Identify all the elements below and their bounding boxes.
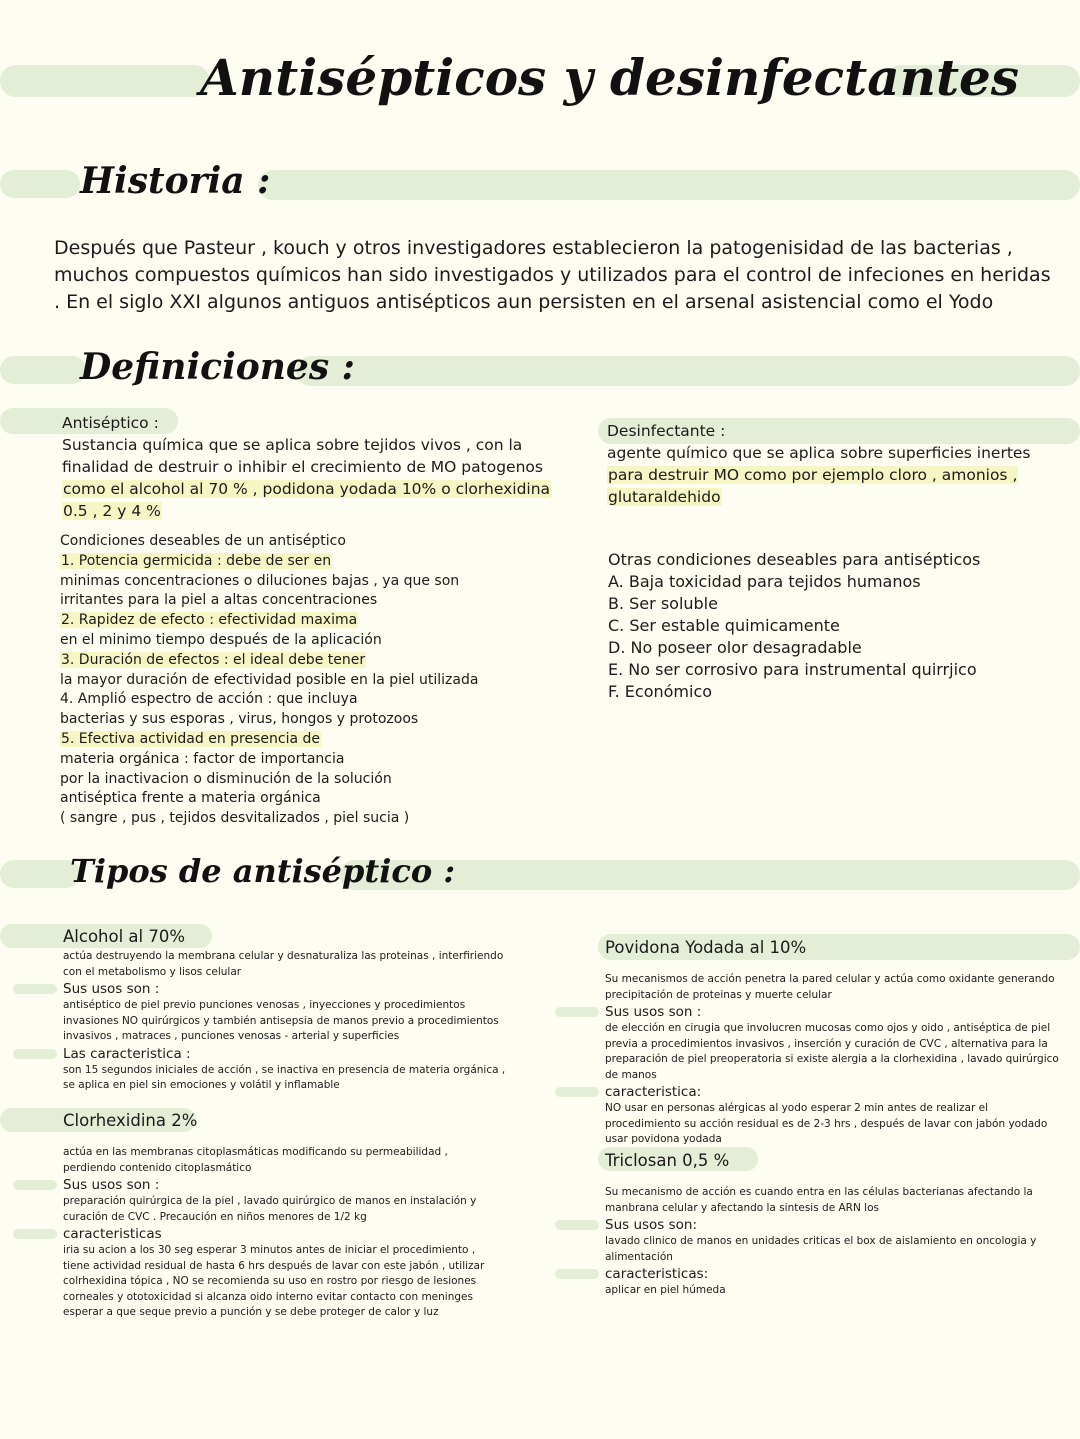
antiseptico-line — [62, 500, 562, 522]
triclosan-card — [605, 1149, 1045, 1299]
condicion-line — [60, 651, 560, 671]
clorhexidina-usos-label: Sus usos son : — [63, 1176, 503, 1194]
antiseptico-line: finalidad de destruir o inhibir el crecimiento de MO patogenos — [62, 458, 543, 476]
clorhexidina-caracteristicas: iria su acion a los 30 seg esperar 3 minutos antes de iniciar el procedimiento , tiene actividad residual de hasta 6 hrs después de lavar con este jabón , utilizar colrhexidina tópica , NO se recomienda su uso en rostro por riesgo de lesiones corneales y ototoxicidad si alcanza oido interno evitar contacto con meninges esperar a que seque previo a punción y se debe proteger de calor y luz — [63, 1244, 485, 1318]
povidona-caracteristicas: NO usar en personas alérgicas al yodo esperar 2 min antes de realizar el procedimiento su acción residual es de 2-3 hrs , después de lavar con jabón yodado usar povidona yodada — [605, 1102, 1048, 1145]
page-title: Antisépticos y desinfectantes — [200, 48, 1019, 107]
triclosan-name: Triclosan 0,5 % — [605, 1151, 730, 1170]
povidona-mecanismo: Su mecanismos de acción penetra la pared celular y actúa como oxidante generando precipitación de proteinas y muerte celular — [605, 973, 1055, 1001]
triclosan-usos-label: Sus usos son: — [605, 1216, 1045, 1234]
tipos-heading: Tipos de antiséptico : — [70, 852, 456, 890]
desinfectante-definition — [607, 420, 1057, 508]
desinfectante-line — [607, 464, 1057, 486]
povidona-name: Povidona Yodada al 10% — [605, 938, 807, 957]
otras-condicion-item: C. Ser estable quimicamente — [608, 616, 840, 635]
clorhexidina-mecanismo: actúa en las membranas citoplasmáticas modificando su permeabilidad , perdiendo contenido citoplasmático — [63, 1146, 448, 1174]
clorhexidina-caracteristicas-label: caracteristicas — [63, 1225, 503, 1243]
condicion-line: antiséptica frente a materia orgánica — [60, 790, 321, 807]
condicion-line: en el minimo tiempo después de la aplicación — [60, 631, 382, 648]
alcohol-name: Alcohol al 70% — [63, 927, 186, 946]
alcohol-usos: antiséptico de piel previo punciones venosas , inyecciones y procedimientos invasiones NO quirúrgicos y también antisepsia de manos previo a procedimientos invasivos , matraces , punciones venosas - arterial y superficies — [63, 999, 499, 1042]
alcohol-caracteristicas: son 15 segundos iniciales de acción , se inactiva en presencia de materia orgánica , se aplica en piel sin emociones y volátil y inflamable — [63, 1063, 506, 1091]
desinfectante-highlight: para destruir MO como por ejemplo cloro , amonios , — [608, 466, 1018, 484]
alcohol-usos-label: Sus usos son : — [63, 980, 513, 998]
historia-heading: Historia : — [80, 160, 271, 202]
condiciones-list — [60, 532, 560, 829]
condicion-line — [60, 730, 560, 750]
condicion-highlight: 1. Potencia germicida : debe de ser en — [61, 552, 332, 569]
antiseptico-highlight: como el alcohol al 70 % , podidona yodada 10% o clorhexidina — [63, 480, 551, 498]
otras-condicion-item: D. No poseer olor desagradable — [608, 638, 862, 657]
desinfectante-line — [607, 486, 1057, 508]
clorhexidina-usos: preparación quirúrgica de la piel , lavado quirúrgico de manos en instalación y curación de CVC . Precaución en niños menores de 1/2 kg — [63, 1195, 477, 1223]
historia-band-right — [258, 170, 1080, 200]
definiciones-band-left — [0, 356, 86, 384]
clorhexidina-card — [63, 1109, 503, 1321]
condicion-line: por la inactivacion o disminución de la solución — [60, 770, 392, 787]
title-band-left — [0, 65, 210, 97]
alcohol-caracteristicas-label: Las caracteristica : — [63, 1045, 513, 1063]
povidona-card — [605, 936, 1065, 1148]
historia-text: Después que Pasteur , kouch y otros investigadores establecieron la patogenisidad de las bacterias , muchos compuestos químicos han sido investigados y utilizados para el control de infeciones en heridas . En el siglo XXI algunos antiguos antisépticos aun persisten en el arsenal asistencial como el Yodo — [54, 237, 1051, 313]
condicion-line — [60, 611, 560, 631]
condicion-line: bacterias y sus esporas , virus, hongos y protozoos — [60, 711, 419, 728]
condicion-highlight: 5. Efectiva actividad en presencia de — [61, 730, 320, 747]
otras-condiciones-list — [608, 549, 1068, 703]
alcohol-mecanismo: actúa destruyendo la membrana celular y desnaturaliza las proteinas , interfiriendo con el metabolismo y lisos celular — [63, 950, 504, 978]
condicion-line: 4. Amplió espectro de acción : que incluya — [60, 691, 358, 708]
povidona-caracteristicas-label: caracteristica: — [605, 1083, 1065, 1101]
antiseptico-definition — [62, 412, 562, 522]
definiciones-heading: Definiciones : — [80, 346, 355, 388]
antiseptico-line: Sustancia química que se aplica sobre tejidos vivos , con la — [62, 436, 523, 454]
condicion-line: irritantes para la piel a altas concentraciones — [60, 592, 378, 609]
clorhexidina-name: Clorhexidina 2% — [63, 1111, 198, 1130]
otras-condicion-item: A. Baja toxicidad para tejidos humanos — [608, 572, 921, 591]
desinfectante-highlight: glutaraldehido — [608, 488, 721, 506]
povidona-usos-label: Sus usos son : — [605, 1003, 1065, 1021]
definiciones-band-right — [296, 356, 1080, 386]
condicion-highlight: 3. Duración de efectos : el ideal debe tener — [61, 651, 366, 668]
condicion-line — [60, 552, 560, 572]
otras-condicion-item: E. No ser corrosivo para instrumental quirrjico — [608, 660, 977, 679]
condicion-line: materia orgánica : factor de importancia — [60, 750, 345, 767]
antiseptico-line — [62, 478, 562, 500]
alcohol-card — [63, 925, 513, 1094]
otras-condicion-item: B. Ser soluble — [608, 594, 718, 613]
condicion-line: la mayor duración de efectividad posible en la piel utilizada — [60, 671, 479, 688]
triclosan-mecanismo: Su mecanismo de acción es cuando entra en las células bacterianas afectando la manbrana celular y afectando la sintesis de ARN los — [605, 1186, 1033, 1214]
triclosan-usos: lavado clinico de manos en unidades criticas el box de aislamiento en oncologia y alimentación — [605, 1235, 1037, 1263]
antiseptico-label: Antiséptico : — [62, 414, 159, 432]
desinfectante-label: Desinfectante : — [607, 422, 726, 440]
triclosan-caracteristicas: aplicar en piel húmeda — [605, 1284, 726, 1296]
condicion-highlight: 2. Rapidez de efecto : efectividad maxima — [61, 612, 358, 629]
desinfectante-line: agente químico que se aplica sobre superficies inertes — [607, 444, 1031, 462]
povidona-usos: de elección en cirugia que involucren mucosas como ojos y oido , antiséptica de piel previa a procedimientos invasivos , inserción y curación de CVC , alternativa para la preparación de piel preoperatoria si existe alergia a la clorhexidina , lavado quirúrgico de manos — [605, 1022, 1059, 1081]
otras-condiciones-heading: Otras condiciones deseables para antisépticos — [608, 550, 981, 569]
condiciones-heading: Condiciones deseables de un antiséptico — [60, 533, 346, 549]
triclosan-caracteristicas-label: caracteristicas: — [605, 1265, 1045, 1283]
tipos-band-left — [0, 860, 80, 888]
antiseptico-highlight: 0.5 , 2 y 4 % — [63, 502, 161, 520]
otras-condicion-item: F. Económico — [608, 682, 713, 701]
condicion-line: ( sangre , pus , tejidos desvitalizados , piel sucia ) — [60, 810, 410, 827]
historia-band-left — [0, 170, 80, 198]
condicion-line: minimas concentraciones o diluciones bajas , ya que son — [60, 572, 460, 589]
